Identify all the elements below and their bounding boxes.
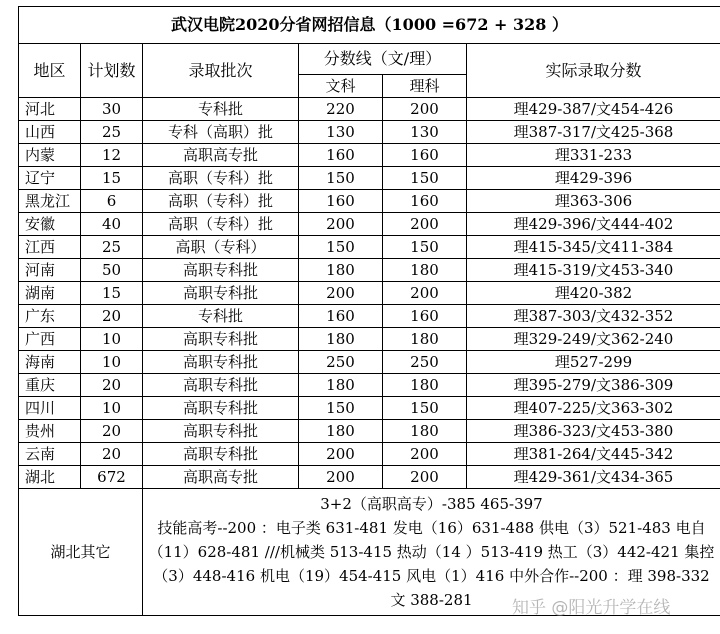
cell-plan[interactable]: 12 bbox=[81, 144, 143, 167]
table-row bbox=[19, 282, 720, 305]
cell-region[interactable]: 广东 bbox=[19, 305, 81, 328]
cell-arts[interactable]: 150 bbox=[299, 236, 383, 259]
cell-arts[interactable]: 160 bbox=[299, 190, 383, 213]
cell-actual[interactable]: 理429-387/文454-426 bbox=[467, 98, 720, 121]
hubei-other-label[interactable]: 湖北其它 bbox=[19, 489, 143, 616]
cell-science[interactable]: 200 bbox=[383, 466, 467, 489]
header-row bbox=[19, 44, 720, 75]
cell-science[interactable]: 250 bbox=[383, 351, 467, 374]
table-row bbox=[19, 328, 720, 351]
cell-plan[interactable]: 672 bbox=[81, 466, 143, 489]
cell-science[interactable]: 200 bbox=[383, 98, 467, 121]
cell-actual[interactable]: 理429-361/文434-365 bbox=[467, 466, 720, 489]
note-line: 技能高考--200 ：电子类 631-481 发电（16）631-488 供电（3）521-483 电自（11）628-481 ///机械类 513-415 热动（14 ）513-419 热工（3）442-421 集控（3）448-416 机电（19）454-415 风电（1）416 中外合作--200 ：理 398-332 文 388-281 bbox=[148, 519, 715, 609]
cell-arts[interactable]: 200 bbox=[299, 443, 383, 466]
cell-actual[interactable]: 理395-279/文386-309 bbox=[467, 374, 720, 397]
cell-region[interactable]: 河南 bbox=[19, 259, 81, 282]
cell-science[interactable]: 160 bbox=[383, 190, 467, 213]
cell-plan[interactable]: 25 bbox=[81, 236, 143, 259]
cell-actual[interactable]: 理415-345/文411-384 bbox=[467, 236, 720, 259]
note-line: 3+2（高职高专）-385 465-397 bbox=[320, 495, 543, 513]
cell-region[interactable]: 云南 bbox=[19, 443, 81, 466]
cell-arts[interactable]: 180 bbox=[299, 259, 383, 282]
cell-batch[interactable]: 高职专科批 bbox=[143, 351, 299, 374]
cell-arts[interactable]: 180 bbox=[299, 328, 383, 351]
table-row bbox=[19, 144, 720, 167]
cell-science[interactable]: 160 bbox=[383, 144, 467, 167]
table-row bbox=[19, 190, 720, 213]
table-row bbox=[19, 443, 720, 466]
cell-science[interactable]: 150 bbox=[383, 397, 467, 420]
cell-science[interactable]: 200 bbox=[383, 282, 467, 305]
cell-arts[interactable]: 250 bbox=[299, 351, 383, 374]
cell-batch[interactable]: 高职专科批 bbox=[143, 259, 299, 282]
cell-batch[interactable]: 专科批 bbox=[143, 98, 299, 121]
cell-science[interactable]: 130 bbox=[383, 121, 467, 144]
cell-region[interactable]: 湖北 bbox=[19, 466, 81, 489]
table-row bbox=[19, 351, 720, 374]
cell-plan[interactable]: 30 bbox=[81, 98, 143, 121]
cell-region[interactable]: 重庆 bbox=[19, 374, 81, 397]
admission-table bbox=[18, 6, 720, 616]
cell-science[interactable]: 180 bbox=[383, 420, 467, 443]
cell-science[interactable]: 180 bbox=[383, 259, 467, 282]
header-science[interactable]: 理科 bbox=[383, 75, 467, 98]
cell-plan[interactable]: 50 bbox=[81, 259, 143, 282]
cell-actual[interactable]: 理407-225/文363-302 bbox=[467, 397, 720, 420]
cell-batch[interactable]: 高职（专科） bbox=[143, 236, 299, 259]
cell-actual[interactable]: 理420-382 bbox=[467, 282, 720, 305]
cell-plan[interactable]: 10 bbox=[81, 351, 143, 374]
cell-batch[interactable]: 专科（高职）批 bbox=[143, 121, 299, 144]
cell-science[interactable]: 180 bbox=[383, 328, 467, 351]
cell-arts[interactable]: 200 bbox=[299, 213, 383, 236]
cell-science[interactable]: 180 bbox=[383, 374, 467, 397]
cell-actual[interactable]: 理386-323/文453-380 bbox=[467, 420, 720, 443]
cell-science[interactable]: 150 bbox=[383, 236, 467, 259]
cell-batch[interactable]: 高职高专批 bbox=[143, 466, 299, 489]
cell-actual[interactable]: 理387-317/文425-368 bbox=[467, 121, 720, 144]
cell-region[interactable]: 广西 bbox=[19, 328, 81, 351]
cell-region[interactable]: 内蒙 bbox=[19, 144, 81, 167]
table-body bbox=[19, 7, 720, 616]
table-row bbox=[19, 305, 720, 328]
cell-plan[interactable]: 15 bbox=[81, 282, 143, 305]
cell-batch[interactable]: 高职专科批 bbox=[143, 420, 299, 443]
header-arts[interactable]: 文科 bbox=[299, 75, 383, 98]
cell-region[interactable]: 四川 bbox=[19, 397, 81, 420]
cell-batch[interactable]: 高职专科批 bbox=[143, 374, 299, 397]
header-actual[interactable]: 实际录取分数 bbox=[467, 44, 720, 98]
table-row bbox=[19, 374, 720, 397]
table-row bbox=[19, 167, 720, 190]
cell-arts[interactable]: 150 bbox=[299, 397, 383, 420]
cell-plan[interactable]: 20 bbox=[81, 374, 143, 397]
table-row bbox=[19, 466, 720, 489]
cell-actual[interactable]: 理415-319/文453-340 bbox=[467, 259, 720, 282]
header-batch[interactable]: 录取批次 bbox=[143, 44, 299, 98]
cell-arts[interactable]: 180 bbox=[299, 374, 383, 397]
cell-actual[interactable]: 理329-249/文362-240 bbox=[467, 328, 720, 351]
cell-batch[interactable]: 高职（专科）批 bbox=[143, 167, 299, 190]
table-row bbox=[19, 98, 720, 121]
cell-region[interactable]: 辽宁 bbox=[19, 167, 81, 190]
header-score-line[interactable]: 分数线（文/理） bbox=[299, 44, 467, 75]
cell-plan[interactable]: 10 bbox=[81, 397, 143, 420]
cell-region[interactable]: 山西 bbox=[19, 121, 81, 144]
cell-region[interactable]: 海南 bbox=[19, 351, 81, 374]
cell-actual[interactable]: 理429-396/文444-402 bbox=[467, 213, 720, 236]
cell-science[interactable]: 200 bbox=[383, 443, 467, 466]
cell-plan[interactable]: 15 bbox=[81, 167, 143, 190]
table-row bbox=[19, 213, 720, 236]
cell-batch[interactable]: 专科批 bbox=[143, 305, 299, 328]
cell-region[interactable]: 黑龙江 bbox=[19, 190, 81, 213]
cell-arts[interactable]: 220 bbox=[299, 98, 383, 121]
cell-region[interactable]: 安徽 bbox=[19, 213, 81, 236]
cell-plan[interactable]: 20 bbox=[81, 443, 143, 466]
cell-region[interactable]: 江西 bbox=[19, 236, 81, 259]
cell-science[interactable]: 150 bbox=[383, 167, 467, 190]
cell-actual[interactable]: 理331-233 bbox=[467, 144, 720, 167]
cell-batch[interactable]: 高职专科批 bbox=[143, 397, 299, 420]
cell-actual[interactable]: 理363-306 bbox=[467, 190, 720, 213]
cell-actual[interactable]: 理387-303/文432-352 bbox=[467, 305, 720, 328]
table-title[interactable]: 武汉电院2020分省网招信息（1000 =672 + 328 ） bbox=[19, 7, 720, 44]
table-row bbox=[19, 397, 720, 420]
cell-batch[interactable]: 高职高专批 bbox=[143, 144, 299, 167]
cell-science[interactable]: 200 bbox=[383, 213, 467, 236]
cell-arts[interactable]: 200 bbox=[299, 466, 383, 489]
table-row bbox=[19, 121, 720, 144]
cell-actual[interactable]: 理381-264/文445-342 bbox=[467, 443, 720, 466]
cell-plan[interactable]: 20 bbox=[81, 305, 143, 328]
table-row bbox=[19, 259, 720, 282]
cell-arts[interactable]: 160 bbox=[299, 144, 383, 167]
cell-arts[interactable]: 180 bbox=[299, 420, 383, 443]
cell-actual[interactable]: 理429-396 bbox=[467, 167, 720, 190]
cell-batch[interactable]: 高职专科批 bbox=[143, 282, 299, 305]
cell-region[interactable]: 湖南 bbox=[19, 282, 81, 305]
watermark: 知乎 @阳光升学在线 bbox=[512, 598, 671, 618]
hubei-other-notes[interactable] bbox=[143, 489, 720, 616]
cell-batch[interactable]: 高职（专科）批 bbox=[143, 213, 299, 236]
cell-region[interactable]: 贵州 bbox=[19, 420, 81, 443]
cell-batch[interactable]: 高职专科批 bbox=[143, 328, 299, 351]
cell-plan[interactable]: 40 bbox=[81, 213, 143, 236]
cell-plan[interactable]: 20 bbox=[81, 420, 143, 443]
cell-plan[interactable]: 6 bbox=[81, 190, 143, 213]
cell-plan[interactable]: 10 bbox=[81, 328, 143, 351]
table-row bbox=[19, 420, 720, 443]
cell-science[interactable]: 160 bbox=[383, 305, 467, 328]
table-row bbox=[19, 236, 720, 259]
cell-region[interactable]: 河北 bbox=[19, 98, 81, 121]
cell-arts[interactable]: 130 bbox=[299, 121, 383, 144]
header-plan[interactable]: 计划数 bbox=[81, 44, 143, 98]
hubei-other-row bbox=[19, 489, 720, 616]
cell-arts[interactable]: 160 bbox=[299, 305, 383, 328]
cell-arts[interactable]: 150 bbox=[299, 167, 383, 190]
cell-batch[interactable]: 高职专科批 bbox=[143, 443, 299, 466]
title-row bbox=[19, 7, 720, 44]
cell-actual[interactable]: 理527-299 bbox=[467, 351, 720, 374]
cell-arts[interactable]: 200 bbox=[299, 282, 383, 305]
cell-plan[interactable]: 25 bbox=[81, 121, 143, 144]
cell-batch[interactable]: 高职（专科）批 bbox=[143, 190, 299, 213]
header-region[interactable]: 地区 bbox=[19, 44, 81, 98]
